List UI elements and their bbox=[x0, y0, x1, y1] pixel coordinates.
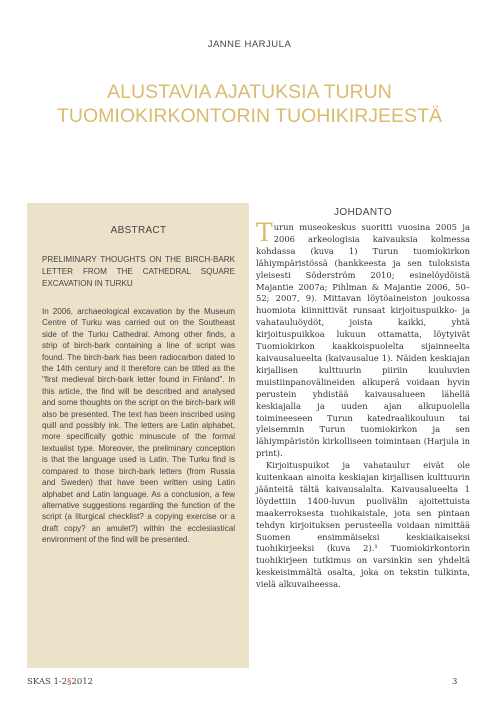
paragraph-1 bbox=[256, 218, 470, 460]
title-line-1: ALUSTAVIA AJATUKSIA TURUN bbox=[107, 81, 392, 103]
article-title bbox=[0, 80, 499, 128]
abstract-subtitle: PRELIMINARY THOUGHTS ON THE BIRCH-BARK LETTER FROM THE CATHEDRAL SQUARE EXCAVATION IN TURKU bbox=[42, 255, 235, 288]
paragraph-2: Kirjoituspuikot ja vahatauluт eivät ole kuitenkaan ainoita keskiajan kirjallisen kulttuurin jäänteitä tältä kaivausalalta. Kaivausalueelta 1 löydettiin 1400-luvun puolivälin ajoitettuista maakerroksesta tuohikaistale, jota sen pintaan tehdyn kirjoituksen perusteella voidaan nimittää Suomen ensimmäiseksi keskiaikaiseksi tuohikirjeeksi (kuva 2).¹ Tuomiokirkontorin tuohikirjeen tutkimus on varsinkin sen yhdeltä keskeisimmältä osalta, joka on tekstin tulkinta, vielä alkuvaiheessa. bbox=[256, 460, 470, 590]
page-number: 3 bbox=[452, 677, 458, 687]
paragraph-1-text: urun museokeskus suoritti vuosina 2005 ja 2006 arkeologisia kaivauksia kolmessa kohdassa (kuva 1) Turun tuomiokirkon lähiympäristössä (hankkeesta ja sen tuloksista yleisesti Söderström 2010; esinelöydöistä Majantie 2007a; Pihlman & Majantie 2006, 50–52; 2007, 9). Mittavan löytöaineiston joukossa huomiota kiinnittivät runsaat kirjoituspuikko- ja vahatauluöydöt, joista kaikki, yhtä kirjoituspuikkoa lukuun ottamatta, löytyivät Tuomiokirkon kaakkoispuolelta sijainneelta kaivausalueelta (kaivausalue 1). Näiden keskiajan kirjallisen kulttuurin piiriin kuuluvien muistiinpanovälineiden alkuperä voidaan hyvin perustein yhdistää kaivausalueen lähellä keskiajalla ja uuden ajan alkupuolella toimineeseen Turun katedraalikouluun tai yleisemmin Turun tuomiokirkon ja sen lähiympäristön kirkolliseen toimintaan (Harjula in print). bbox=[256, 222, 470, 459]
abstract-body: In 2006, archaeological excavation by the Museum Centre of Turku was carried out on the Southeast side of the Turku Cathedral. Among other finds, a strip of birch-bark containing a line of script was found. The birch-bark has been radiocarbon dated to the 14th century and it therefore can be titled as the "first medieval birch-bark letter found in Finland". In this article, the find will be described and analysed and some thoughts on the script on the birch-bark will also be presented. The text has been inscribed using quill and possibly ink. The letters are Latin alphabet, more specifically gothic minuscule of the formal textualist type. Moreover, the preliminary conception is that the language used is Latin. The Turku find is compared to those birch-bark letters (from Russia and Sweden) that have been written using Latin alphabet and Latin language. As a conclusion, a few alternative suggestions regarding the function of the script (a liturgical checklist? a copying exercise or a draft copy? an amulet?) within the ecclesiastical environment of the find will be presented. bbox=[42, 307, 235, 545]
title-line-2: TUOMIOKIRKONTORIN TUOHIKIRJEESTÄ bbox=[57, 105, 442, 127]
drop-cap: T bbox=[256, 218, 273, 247]
journal-year: 2012 bbox=[71, 677, 94, 687]
section-heading: JOHDANTO bbox=[333, 207, 393, 218]
journal-name: SKAS 1-2 bbox=[27, 677, 68, 687]
main-text bbox=[256, 218, 470, 591]
footer-journal bbox=[27, 677, 93, 687]
abstract-heading: ABSTRACT bbox=[110, 225, 167, 236]
abstract-box bbox=[27, 203, 249, 668]
author-name: JANNE HARJULA bbox=[207, 39, 292, 50]
issue-separator: § bbox=[67, 677, 72, 687]
